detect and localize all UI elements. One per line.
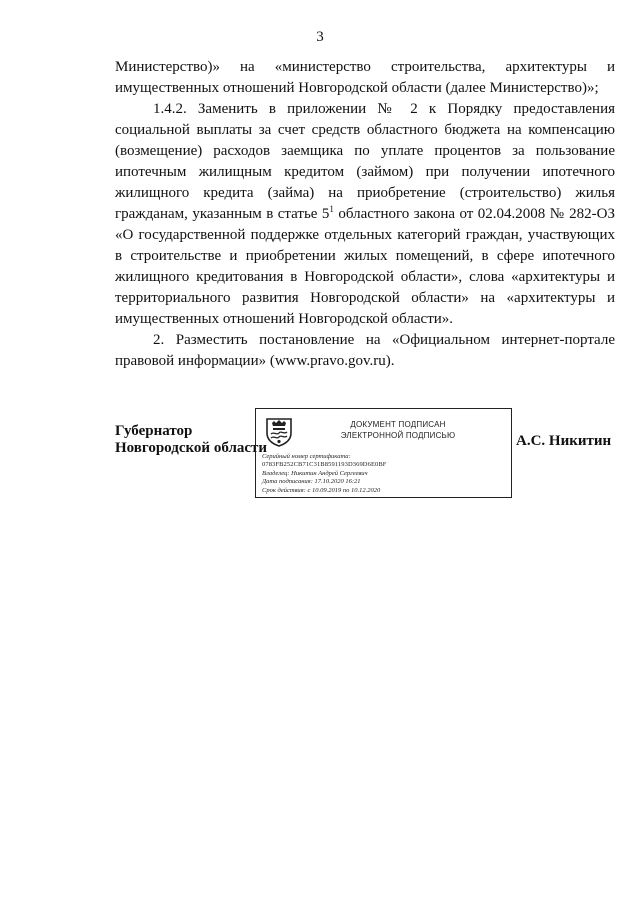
stamp-heading [298,419,498,441]
paragraph-1-4-2 [115,99,615,330]
paragraph-1-4-2-text-start: 1.4.2. Заменить в приложении № 2 к Порядку предоставления социальной выплаты за счет средств областного бюджета на компенсацию (возмещение) расходов заемщика по уплате процентов за пользование ипотечным жилищным кредитом (займом) при получении ипотечного жилищного кредита (займа) на приобретение (строительство) жилья гражданам, указанным в статье 5 [115,101,615,222]
article-superscript: 1 [329,204,334,214]
electronic-signature-stamp [255,408,512,498]
certificate-validity: Срок действия: с 10.09.2019 по 10.12.2020 [262,486,381,494]
document-body [115,57,615,372]
coat-of-arms-icon [262,415,296,449]
stamp-heading-line-1: ДОКУМЕНТ ПОДПИСАН [350,420,446,429]
signing-date: Дата подписания: 17.10.2020 16:21 [262,478,361,486]
governor-title [115,423,267,457]
stamp-details [262,453,507,495]
governor-title-line-2: Новгородской области [115,440,268,456]
certificate-serial-number: 0783FB252CB71C31B8591193D369D6E0BF [262,461,387,469]
signature-block [0,405,640,500]
paragraph-1-line-2: имущественных отношений Новгородской области (далее Министерство)»; [115,80,599,96]
governor-title-line-1: Губернатор [115,423,193,439]
paragraph-2: 2. Разместить постановление на «Официальном интернет-портале правовой информации» (www.pravo.gov.ru). [115,332,615,369]
certificate-owner: Владелец: Никитин Андрей Сергеевич [262,469,368,477]
page-number: 3 [316,29,324,45]
stamp-heading-line-2: ЭЛЕКТРОННОЙ ПОДПИСЬЮ [340,431,456,440]
certificate-serial-label: Серийный номер сертификата: [262,453,351,460]
governor-name: А.С. Никитин [516,433,612,449]
paragraph-1-line-1: Министерство)» на «министерство строительства, архитектуры и [115,59,615,75]
paragraph-1-4-2-text-end: областного закона от 02.04.2008 № 282-ОЗ «О государственной поддержке отдельных категорий граждан, участвующих в строительстве и приобретении жилых помещений, в сфере ипотечного жилищного кредитования в Новгородской области», слова «архитектуры и территориального развития Новгородской области» на «архитектуры и имущественных отношений Новгородской области». [115,206,615,327]
